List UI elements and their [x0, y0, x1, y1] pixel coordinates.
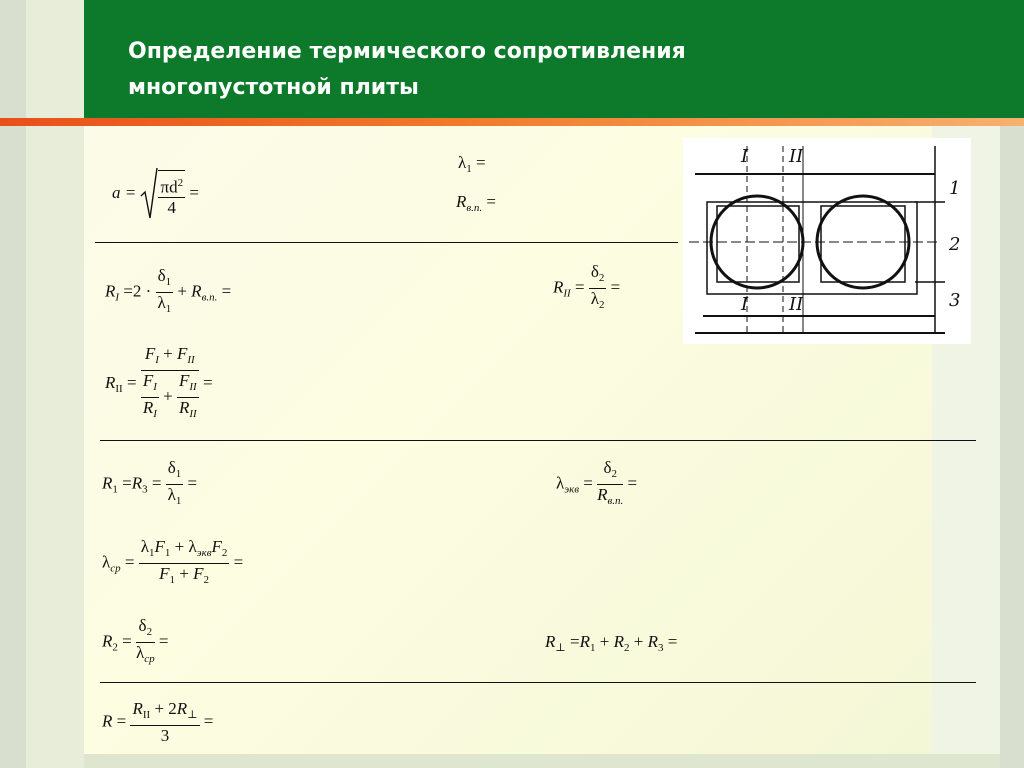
formula-text: 2 [623, 642, 630, 654]
formula-text: 1 [169, 574, 176, 586]
formula-text: 2 [203, 574, 209, 586]
fraction [597, 458, 623, 511]
formula-text: = [122, 631, 132, 651]
fraction [136, 616, 155, 669]
formula-RII-top [553, 262, 620, 315]
formula-text: R [191, 281, 202, 301]
formula-text: = [574, 277, 585, 297]
formula-lambda-ekv [556, 458, 637, 511]
formula-text: R [142, 398, 154, 417]
formula-text: + [177, 281, 187, 301]
formula-text: = [151, 473, 162, 493]
sqrt-fraction [158, 170, 185, 219]
formula-text: = [476, 153, 486, 172]
diagram-label: 3 [949, 290, 961, 311]
formula-text: II [142, 709, 151, 721]
formula-text: 1 [466, 163, 472, 175]
formula-text: δ [590, 262, 599, 281]
formula-text: = [202, 372, 213, 392]
slab-cross-section-diagram [683, 138, 971, 344]
formula-text: F [211, 537, 222, 556]
formula-text: = [126, 372, 137, 392]
formula-text: 2 [598, 299, 605, 311]
formula-text: II [189, 408, 197, 420]
formula-text: 2 [146, 626, 153, 638]
slab-diagram-svg [683, 138, 971, 344]
formula-text: = [122, 473, 132, 493]
formula-Rvp [456, 192, 496, 218]
fraction [141, 371, 159, 424]
formula-text: λ [458, 153, 467, 172]
accent-bar [0, 118, 1024, 126]
formula-text: + [163, 344, 173, 363]
formula-text: = [116, 711, 127, 731]
formula-text: = [189, 182, 199, 202]
diagram-label: II [789, 294, 804, 315]
formula-text: = [158, 631, 169, 651]
formula-text: λ [167, 485, 176, 504]
formula-text: 1 [175, 468, 182, 480]
formula-text: δ [138, 616, 147, 635]
formula-text: δ [603, 458, 612, 477]
formula-text: λ [102, 552, 111, 572]
formula-text: I [153, 381, 157, 393]
formula-text: ср [110, 562, 121, 575]
diagram-label: I [741, 146, 749, 167]
formula-text: 1 [165, 276, 172, 288]
formula-text: F [154, 537, 165, 556]
diagram-label: I [741, 294, 749, 315]
formula-text: R [456, 192, 467, 211]
formula-text: I [153, 408, 157, 420]
formula-text: R [105, 372, 116, 392]
formula-text: R [553, 277, 564, 297]
formula-text: F [142, 371, 154, 390]
fraction [139, 537, 230, 590]
formula-text: I [155, 354, 159, 366]
formula-text: λ [556, 473, 565, 493]
sqrt-sign [140, 166, 158, 222]
formula-text: 1 [589, 642, 596, 654]
formula-text: экв [196, 547, 212, 559]
formula-text: = [221, 281, 232, 301]
diagram-label: 1 [949, 178, 961, 199]
formula-RI [105, 266, 231, 319]
divider-3 [100, 682, 976, 683]
diagram-label: 2 [949, 234, 961, 255]
formula-text: ср [144, 653, 155, 665]
bottom-bar [84, 754, 1000, 768]
formula-text: R [102, 473, 113, 493]
formula-text: ⊥ [187, 709, 198, 721]
formula-text: = [610, 277, 621, 297]
formula-text: λ [140, 537, 149, 556]
formula-text: R [132, 699, 143, 718]
formula-text: + [154, 699, 165, 718]
formula-text: = [570, 632, 580, 651]
formula-R-total [102, 699, 213, 746]
fraction [589, 262, 607, 315]
slide-title [128, 34, 928, 106]
formula-text: F [176, 344, 188, 363]
formula-text: = [667, 632, 678, 651]
formula-text: = [124, 552, 135, 572]
formula-text: + [174, 537, 185, 556]
formula-text: 1 [112, 483, 118, 496]
formula-text: в.п. [466, 202, 483, 214]
divider-1 [95, 242, 678, 243]
formula-text: R [647, 632, 658, 651]
formula-text: 1 [164, 547, 171, 559]
formula-text: = [233, 552, 244, 572]
divider-2 [100, 440, 976, 441]
formula-text: F [159, 564, 170, 583]
formula-text: II [563, 287, 571, 300]
formula-text: = [203, 711, 214, 731]
formula-text: 4 [167, 198, 177, 218]
formula-text: F [144, 344, 156, 363]
formula-text: + [599, 632, 610, 651]
formula-text: + [633, 632, 644, 651]
formula-text: ⊥ [555, 642, 566, 654]
formula-text: R [131, 473, 143, 493]
formula-text: R [102, 631, 113, 651]
formula-text: 3 [657, 642, 664, 654]
formula-text: + [179, 564, 189, 583]
formula-text: II [187, 354, 195, 366]
formula-text: R [178, 398, 190, 417]
formula-text: λ [590, 289, 599, 308]
formula-RII-composite [105, 344, 213, 424]
formula-text: R [105, 281, 116, 301]
formula-text: a = [112, 182, 137, 202]
formula-text: =2 · [123, 281, 152, 301]
formula-text: II [189, 381, 197, 393]
formula-text: 2 [221, 547, 228, 559]
formula-text: 3 [160, 726, 170, 745]
formula-text: λ [188, 537, 197, 556]
formula-lambda1 [458, 153, 486, 179]
formula-text: + [163, 386, 173, 406]
formula-text: R [613, 632, 624, 651]
formula-text: в.п. [607, 495, 624, 507]
formula-text: II [115, 382, 123, 395]
background-stripe-left-2 [26, 0, 84, 768]
fraction [166, 458, 184, 511]
formula-text: πd [160, 177, 178, 197]
formula-text: R [597, 485, 608, 504]
formula-text: F [193, 564, 204, 583]
background-stripe-left [0, 0, 26, 768]
diagram-label: II [789, 146, 804, 167]
formula-a [112, 166, 199, 222]
formula-text: λ [157, 293, 166, 312]
formula-text: 3 [142, 483, 148, 496]
fraction [130, 699, 199, 746]
formula-text: 2 [611, 468, 617, 480]
formula-text: λ [135, 643, 145, 662]
formula-text: 2 [112, 641, 118, 654]
formula-text: 2 [168, 699, 177, 718]
formula-text: = [583, 473, 593, 493]
fraction [177, 371, 199, 424]
fraction [141, 344, 199, 424]
formula-text: δ [157, 266, 166, 285]
formula-text: F [178, 371, 190, 390]
formula-text: R [176, 699, 188, 718]
formula-text: = [187, 473, 198, 493]
formula-R1-R3 [102, 458, 197, 511]
formula-text: 1 [175, 495, 182, 507]
formula-text: 2 [177, 176, 184, 189]
fraction [156, 266, 174, 319]
formula-text: 1 [165, 303, 172, 315]
formula-text: I [115, 291, 120, 304]
formula-text: δ [167, 458, 176, 477]
formula-text: 1 [148, 547, 155, 559]
formula-text: = [627, 473, 638, 493]
formula-text: экв [564, 483, 580, 496]
formula-R2 [102, 616, 168, 669]
title-line-1: Определение термического сопротивления [128, 39, 686, 64]
formula-text: = [486, 192, 497, 211]
title-line-2: многопустотной плиты [128, 75, 419, 100]
formula-R-perp [545, 632, 677, 658]
formula-text: R [545, 632, 556, 651]
formula-text: R [579, 632, 590, 651]
formula-text: R [102, 711, 113, 731]
formula-text: в.п. [201, 291, 218, 304]
formula-text: 2 [598, 272, 605, 284]
formula-lambda-sr [102, 537, 243, 590]
